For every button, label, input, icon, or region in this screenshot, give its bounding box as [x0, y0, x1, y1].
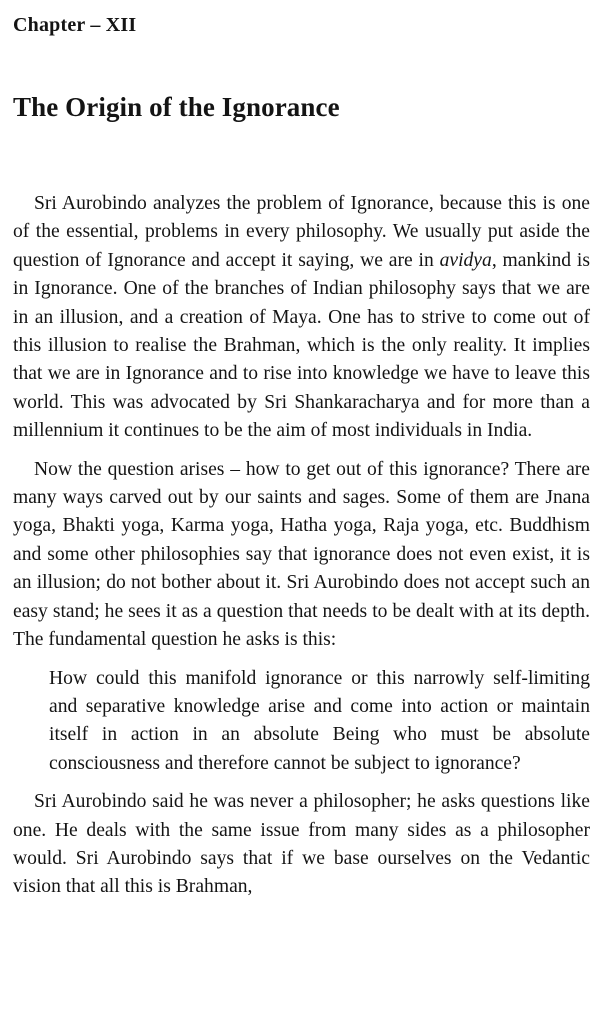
chapter-title: The Origin of the Ignorance [13, 92, 340, 122]
paragraph-text: Now the question arises – how to get out of this ignorance? There are many ways carved out by our saints and sages. Some of them are Jnana yoga, Bhakti yoga, Karma yoga, Hatha yoga, Raja yoga, etc. Buddhism and some other philosophies say that ignorance does not even exist, it is an illusion; do not bother about it. Sri Aurobindo does not accept such an easy stand; he sees it as a question that needs to be dealt with at its depth. The fundamental question he asks is this: [13, 458, 590, 651]
block-quote: How could this manifold ignorance or this narrowly self-limiting and separative knowledge arise and come into action or maintain itself in action in an absolute Being who must be absolute consciousness and therefore cannot be subject to ignorance? [49, 667, 590, 774]
paragraph-ignorance-problem [13, 190, 590, 446]
italic-term-avidya: avidya [439, 249, 492, 271]
paragraph-text: Sri Aurobindo analyzes the problem of Ignorance, because this is one of the essential, problems in every philosophy. We usually put aside the question of Ignorance and accept it saying, we are in [13, 193, 590, 271]
chapter-label: Chapter – XII [13, 14, 137, 36]
paragraph-text: , mankind is in Ignorance. One of the branches of Indian philosophy says that we are in an illusion, and a creation of Maya. One has to strive to come out of this illusion to realise the Brahman, which is the only reality. It implies that we are in Ignorance and to rise into knowledge we have to leave this world. This was advocated by Sri Shankaracharya and for more than a millennium it continues to be the aim of most individuals in India. [13, 249, 590, 442]
chapter-body [13, 190, 590, 912]
paragraph-question-arises [13, 456, 590, 655]
paragraph-closing: Sri Aurobindo said he was never a philosopher; he asks questions like one. He deals with the same issue from many sides as a philosopher would. Sri Aurobindo says that if we base ourselves on the Vedantic vision that all this is Brahman, [13, 791, 590, 898]
